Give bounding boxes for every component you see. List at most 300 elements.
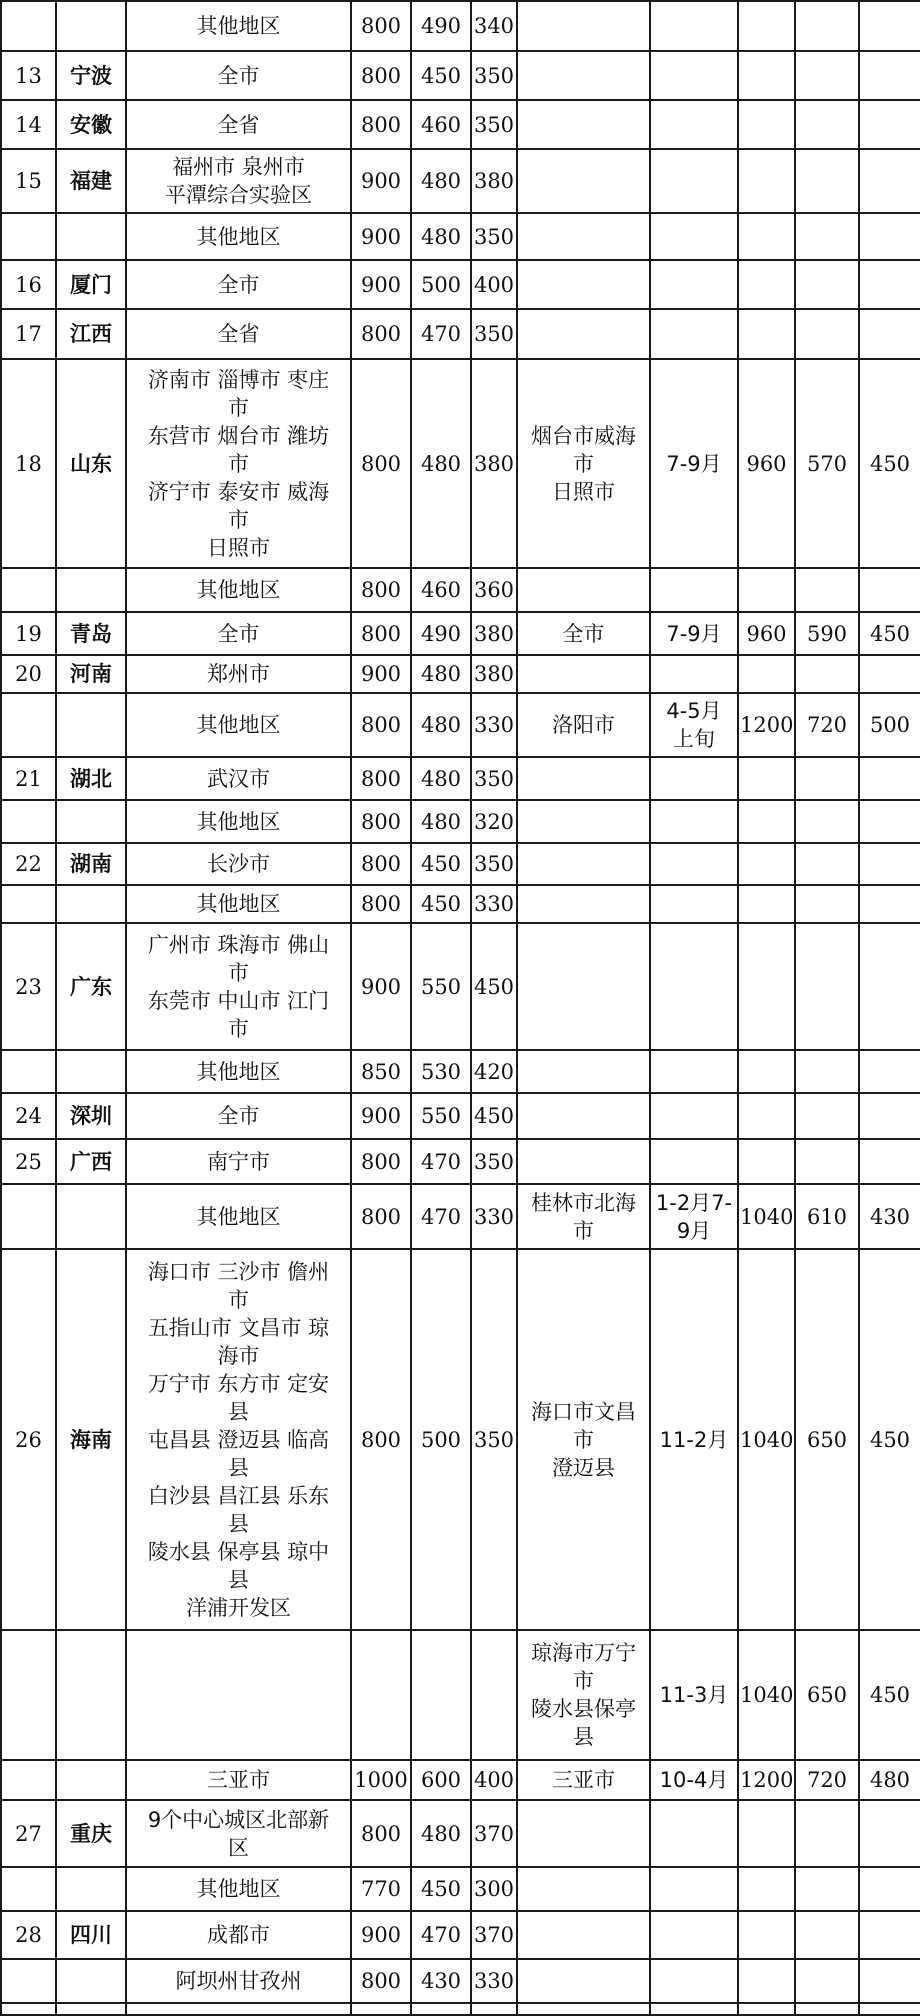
standard-rate-b: 450 [411, 51, 471, 100]
province-name [56, 693, 126, 757]
peak-rate-b [795, 213, 859, 260]
region-cell [126, 1184, 351, 1249]
peak-region-cell [517, 885, 650, 923]
region-cell-line: 其他地区 [196, 224, 281, 249]
standard-rate-b: 600 [411, 1760, 471, 1800]
province-name: 广东 [56, 923, 126, 1050]
standard-rate-b: 500 [411, 260, 471, 309]
row-number [1, 2003, 56, 2015]
peak-rate-a [738, 655, 795, 693]
region-cell-line: 全市 [217, 621, 260, 646]
province-name: 四川 [56, 1911, 126, 1959]
peak-period-cell [650, 923, 738, 1050]
peak-rate-c [859, 800, 920, 843]
region-cell-line: 9个中心城区北部新 [147, 1807, 330, 1832]
peak-region-cell [517, 1630, 650, 1760]
peak-region-cell-line: 琼海市万宁 [531, 1641, 636, 1665]
table-row [1, 568, 920, 612]
peak-rate-b: 570 [795, 359, 859, 568]
row-number: 16 [1, 260, 56, 309]
peak-rate-c: 500 [859, 693, 920, 757]
peak-region-cell-line: 日照市 [552, 479, 615, 504]
peak-rate-b [795, 800, 859, 843]
row-number: 27 [1, 1800, 56, 1867]
peak-rate-b [795, 149, 859, 213]
province-name: 河南 [56, 655, 126, 693]
peak-region-cell-line: 市 [573, 1218, 594, 1243]
peak-rate-c [859, 213, 920, 260]
peak-region-cell-line: 烟台市威海 [531, 423, 636, 448]
row-number [1, 1867, 56, 1911]
region-cell-line: 全市 [217, 1104, 260, 1128]
peak-rate-a: 1040 [738, 1184, 795, 1249]
region-cell-line: 万宁市 东方市 定安 [147, 1371, 330, 1396]
row-number: 15 [1, 149, 56, 213]
province-name [56, 2003, 126, 2015]
standard-rate-a: 900 [351, 1093, 411, 1139]
peak-rate-a [738, 923, 795, 1050]
region-cell-line: 平潭综合实验区 [165, 183, 312, 207]
region-cell-line: 全省 [217, 322, 260, 346]
peak-rate-c [859, 1093, 920, 1139]
standard-rate-c: 350 [471, 51, 517, 100]
table-body [1, 1, 920, 2015]
region-cell [126, 100, 351, 149]
peak-rate-a [738, 309, 795, 359]
standard-rate-b: 490 [411, 1, 471, 51]
region-cell-line: 市 [228, 451, 249, 476]
standard-rate-a: 900 [351, 213, 411, 260]
row-number: 26 [1, 1249, 56, 1630]
standard-rate-a: 800 [351, 843, 411, 885]
standard-rate-c: 380 [471, 149, 517, 213]
peak-rate-a [738, 1959, 795, 2003]
standard-rate-b: 490 [411, 612, 471, 655]
peak-period-cell [650, 655, 738, 693]
peak-rate-c [859, 260, 920, 309]
standard-rate-b: 470 [411, 1184, 471, 1249]
region-cell-line: 全市 [217, 63, 260, 88]
row-number: 25 [1, 1139, 56, 1184]
peak-rate-b [795, 1, 859, 51]
row-number: 18 [1, 359, 56, 568]
peak-rate-a: 960 [738, 612, 795, 655]
peak-rate-a [738, 885, 795, 923]
standard-rate-a: 900 [351, 655, 411, 693]
peak-rate-b [795, 51, 859, 100]
peak-rate-a: 1200 [738, 693, 795, 757]
region-cell-line: 其他地区 [196, 1059, 281, 1084]
region-cell [126, 309, 351, 359]
row-number: 14 [1, 100, 56, 149]
table-row [1, 1959, 920, 2003]
region-cell [126, 1249, 351, 1630]
peak-region-cell-line: 澄迈县 [552, 1455, 615, 1480]
peak-period-cell [650, 100, 738, 149]
region-cell [126, 51, 351, 100]
standard-rate-b: 480 [411, 359, 471, 568]
region-cell [126, 757, 351, 800]
peak-rate-a [738, 843, 795, 885]
peak-rate-b: 610 [795, 1184, 859, 1249]
peak-region-cell [517, 568, 650, 612]
standard-rate-b: 480 [411, 1800, 471, 1867]
peak-rate-c [859, 885, 920, 923]
peak-rate-c: 450 [859, 612, 920, 655]
standard-rate-c: 330 [471, 1184, 517, 1249]
peak-period-cell-line: 1-2月7- [655, 1190, 733, 1215]
peak-region-cell-line: 全市 [562, 621, 605, 646]
peak-rate-a: 960 [738, 359, 795, 568]
table-row [1, 612, 920, 655]
peak-rate-c [859, 1911, 920, 1959]
standard-rate-b: 480 [411, 693, 471, 757]
standard-rate-a: 900 [351, 923, 411, 1050]
peak-region-cell-line: 市 [573, 451, 594, 476]
region-cell-line: 成都市 [207, 1923, 270, 1947]
peak-period-cell [650, 2003, 738, 2015]
standard-rate-b: 470 [411, 309, 471, 359]
row-number [1, 885, 56, 923]
standard-rate-a: 800 [351, 800, 411, 843]
standard-rate-c: 350 [471, 213, 517, 260]
peak-period-cell [650, 1911, 738, 1959]
table-row [1, 1249, 920, 1630]
peak-period-cell [650, 1093, 738, 1139]
peak-region-cell [517, 1, 650, 51]
peak-rate-b [795, 923, 859, 1050]
standard-rate-c: 330 [471, 885, 517, 923]
region-cell [126, 923, 351, 1050]
peak-rate-b [795, 1800, 859, 1867]
province-name [56, 213, 126, 260]
standard-rate-a: 800 [351, 100, 411, 149]
peak-region-cell [517, 757, 650, 800]
standard-rate-b: 550 [411, 1093, 471, 1139]
region-cell-line: 日照市 [207, 535, 270, 560]
peak-period-cell [650, 260, 738, 309]
standard-rate-b: 460 [411, 568, 471, 612]
province-name: 深圳 [56, 1093, 126, 1139]
table-row [1, 757, 920, 800]
table-row [1, 1867, 920, 1911]
standard-rate-c: 380 [471, 655, 517, 693]
peak-region-cell-line: 洛阳市 [552, 713, 615, 737]
table-row [1, 260, 920, 309]
region-cell [126, 1630, 351, 1760]
region-cell-line: 其他地区 [196, 809, 281, 834]
peak-period-cell [650, 149, 738, 213]
row-number: 20 [1, 655, 56, 693]
region-cell-line: 白沙县 昌江县 乐东 [147, 1483, 330, 1508]
peak-rate-b [795, 1911, 859, 1959]
province-name: 海南 [56, 1249, 126, 1630]
region-cell-line: 市 [228, 507, 249, 532]
region-cell [126, 2003, 351, 2015]
standard-rate-a: 800 [351, 612, 411, 655]
row-number [1, 1184, 56, 1249]
province-name [56, 800, 126, 843]
standard-rate-b [411, 1630, 471, 1760]
standard-rate-b: 480 [411, 800, 471, 843]
standard-rate-b: 430 [411, 1959, 471, 2003]
peak-rate-c [859, 1050, 920, 1093]
standard-rate-b: 480 [411, 757, 471, 800]
standard-rate-a: 900 [351, 260, 411, 309]
province-name [56, 1760, 126, 1800]
standard-rate-c: 330 [471, 1959, 517, 2003]
peak-region-cell [517, 309, 650, 359]
region-cell-line: 区 [228, 1835, 249, 1860]
peak-rate-a [738, 1093, 795, 1139]
row-number: 17 [1, 309, 56, 359]
region-cell-line: 全市 [217, 272, 260, 297]
region-cell-line: 其他地区 [196, 1877, 281, 1901]
peak-period-cell [650, 359, 738, 568]
peak-rate-c: 450 [859, 359, 920, 568]
province-name: 山东 [56, 359, 126, 568]
row-number: 19 [1, 612, 56, 655]
region-cell [126, 800, 351, 843]
peak-region-cell-line: 县 [573, 1725, 594, 1749]
region-cell-line: 县 [228, 1455, 249, 1480]
peak-rate-c [859, 51, 920, 100]
standard-rate-b [411, 2003, 471, 2015]
peak-rate-c [859, 1139, 920, 1184]
peak-period-cell [650, 1184, 738, 1249]
region-cell [126, 843, 351, 885]
row-number: 21 [1, 757, 56, 800]
peak-rate-b [795, 1139, 859, 1184]
peak-period-cell [650, 1800, 738, 1867]
peak-region-cell [517, 1093, 650, 1139]
standard-rate-a: 800 [351, 568, 411, 612]
peak-rate-a [738, 260, 795, 309]
peak-rate-c [859, 100, 920, 149]
province-name: 湖北 [56, 757, 126, 800]
standard-rate-b: 480 [411, 655, 471, 693]
peak-period-cell [650, 1050, 738, 1093]
peak-rate-b [795, 885, 859, 923]
region-cell-line: 东营市 烟台市 潍坊 [147, 423, 330, 448]
region-cell-line: 郑州市 [207, 662, 270, 686]
row-number [1, 1, 56, 51]
peak-period-cell [650, 1, 738, 51]
standard-rate-c: 400 [471, 260, 517, 309]
standard-rate-c: 350 [471, 309, 517, 359]
province-name: 重庆 [56, 1800, 126, 1867]
region-cell [126, 213, 351, 260]
region-cell [126, 260, 351, 309]
peak-rate-a [738, 1, 795, 51]
row-number [1, 1050, 56, 1093]
region-cell-line: 县 [228, 1567, 249, 1592]
peak-rate-b: 650 [795, 1249, 859, 1630]
peak-region-cell [517, 843, 650, 885]
peak-region-cell [517, 213, 650, 260]
standard-rate-a: 800 [351, 1249, 411, 1630]
peak-rate-a [738, 2003, 795, 2015]
peak-period-cell [650, 693, 738, 757]
peak-region-cell [517, 923, 650, 1050]
peak-period-cell [650, 1139, 738, 1184]
peak-rate-b [795, 1867, 859, 1911]
peak-period-cell-line: 10-4月 [659, 1768, 729, 1792]
standard-rate-b: 450 [411, 885, 471, 923]
standard-rate-a: 770 [351, 1867, 411, 1911]
region-cell [126, 1093, 351, 1139]
standard-rate-a [351, 1630, 411, 1760]
peak-rate-c [859, 1959, 920, 2003]
standard-rate-b: 480 [411, 149, 471, 213]
region-cell-line: 三亚市 [207, 1768, 270, 1792]
peak-region-cell [517, 612, 650, 655]
peak-rate-b [795, 1050, 859, 1093]
standard-rate-b: 450 [411, 843, 471, 885]
peak-period-cell [650, 1630, 738, 1760]
peak-rate-b: 720 [795, 693, 859, 757]
peak-region-cell-line: 市 [573, 1427, 594, 1452]
peak-rate-b [795, 1093, 859, 1139]
peak-rate-c [859, 1, 920, 51]
peak-rate-a [738, 1800, 795, 1867]
table-row [1, 923, 920, 1050]
peak-period-cell [650, 51, 738, 100]
province-name [56, 1630, 126, 1760]
standard-rate-a: 850 [351, 1050, 411, 1093]
peak-period-cell [650, 309, 738, 359]
table-row [1, 1050, 920, 1093]
region-cell-line: 县 [228, 1399, 249, 1424]
peak-region-cell [517, 1760, 650, 1800]
peak-rate-c [859, 1800, 920, 1867]
peak-rate-b [795, 655, 859, 693]
peak-rate-c: 450 [859, 1249, 920, 1630]
region-cell-line: 屯昌县 澄迈县 临高 [147, 1427, 330, 1452]
standard-rate-c: 350 [471, 1249, 517, 1630]
row-number [1, 1630, 56, 1760]
peak-region-cell [517, 1184, 650, 1249]
province-name: 宁波 [56, 51, 126, 100]
standard-rate-c: 320 [471, 800, 517, 843]
table-row [1, 693, 920, 757]
peak-period-cell [650, 568, 738, 612]
table-row [1, 2003, 920, 2015]
peak-period-cell-line: 上旬 [673, 727, 715, 751]
table-row [1, 800, 920, 843]
region-cell-line: 陵水县 保亭县 琼中 [147, 1539, 330, 1564]
standard-rate-c: 370 [471, 1800, 517, 1867]
region-cell-line: 全省 [217, 112, 260, 137]
table-row [1, 1760, 920, 1800]
province-name: 广西 [56, 1139, 126, 1184]
table-row [1, 1139, 920, 1184]
table-row [1, 100, 920, 149]
peak-period-cell [650, 800, 738, 843]
peak-period-cell [650, 843, 738, 885]
standard-rate-c: 380 [471, 612, 517, 655]
peak-period-cell [650, 1867, 738, 1911]
peak-rate-c [859, 309, 920, 359]
peak-region-cell [517, 1050, 650, 1093]
region-cell-line: 市 [228, 1287, 249, 1312]
peak-rate-a: 1040 [738, 1630, 795, 1760]
peak-rate-b [795, 260, 859, 309]
standard-rate-c: 380 [471, 359, 517, 568]
region-cell [126, 568, 351, 612]
region-cell [126, 1959, 351, 2003]
row-number [1, 800, 56, 843]
region-cell [126, 1867, 351, 1911]
standard-rate-a: 800 [351, 1, 411, 51]
peak-rate-c [859, 843, 920, 885]
region-cell [126, 1139, 351, 1184]
peak-rate-a [738, 1050, 795, 1093]
row-number [1, 1760, 56, 1800]
standard-rate-a: 800 [351, 359, 411, 568]
standard-rate-c: 450 [471, 923, 517, 1050]
standard-rate-c: 350 [471, 1139, 517, 1184]
standard-rate-a: 800 [351, 757, 411, 800]
peak-rate-a: 1040 [738, 1249, 795, 1630]
table-row [1, 1093, 920, 1139]
region-cell-line: 阿坝州甘孜州 [175, 1969, 302, 1993]
peak-region-cell-line: 市 [573, 1669, 594, 1693]
region-cell-line: 市 [228, 960, 249, 985]
region-cell-line: 市 [228, 395, 249, 420]
standard-rate-c: 360 [471, 568, 517, 612]
peak-rate-c [859, 655, 920, 693]
standard-rate-c: 340 [471, 1, 517, 51]
region-cell-line: 福州市 泉州市 [172, 155, 305, 179]
peak-region-cell [517, 800, 650, 843]
region-cell [126, 359, 351, 568]
standard-rate-a: 800 [351, 1959, 411, 2003]
table-row [1, 843, 920, 885]
standard-rate-c [471, 2003, 517, 2015]
table-row [1, 149, 920, 213]
peak-region-cell [517, 359, 650, 568]
standard-rate-b: 450 [411, 1867, 471, 1911]
peak-region-cell [517, 260, 650, 309]
peak-rate-b [795, 100, 859, 149]
province-name: 福建 [56, 149, 126, 213]
province-name: 青岛 [56, 612, 126, 655]
region-cell [126, 1050, 351, 1093]
peak-period-cell [650, 1959, 738, 2003]
peak-period-cell-line: 11-3月 [659, 1683, 729, 1707]
province-name: 江西 [56, 309, 126, 359]
standard-rate-a: 900 [351, 1911, 411, 1959]
region-cell [126, 693, 351, 757]
region-cell-line: 海市 [217, 1343, 260, 1368]
standard-rate-a: 800 [351, 309, 411, 359]
peak-region-cell [517, 1959, 650, 2003]
province-name [56, 568, 126, 612]
table-row [1, 51, 920, 100]
row-number: 13 [1, 51, 56, 100]
region-cell-line: 海口市 三沙市 儋州 [147, 1259, 330, 1284]
row-number: 24 [1, 1093, 56, 1139]
peak-rate-a [738, 757, 795, 800]
table-row [1, 655, 920, 693]
region-cell-line: 其他地区 [196, 892, 281, 916]
table-row [1, 1184, 920, 1249]
province-name: 厦门 [56, 260, 126, 309]
region-cell-line: 济宁市 泰安市 威海 [147, 479, 330, 504]
standard-rate-b: 550 [411, 923, 471, 1050]
standard-rate-b: 480 [411, 213, 471, 260]
